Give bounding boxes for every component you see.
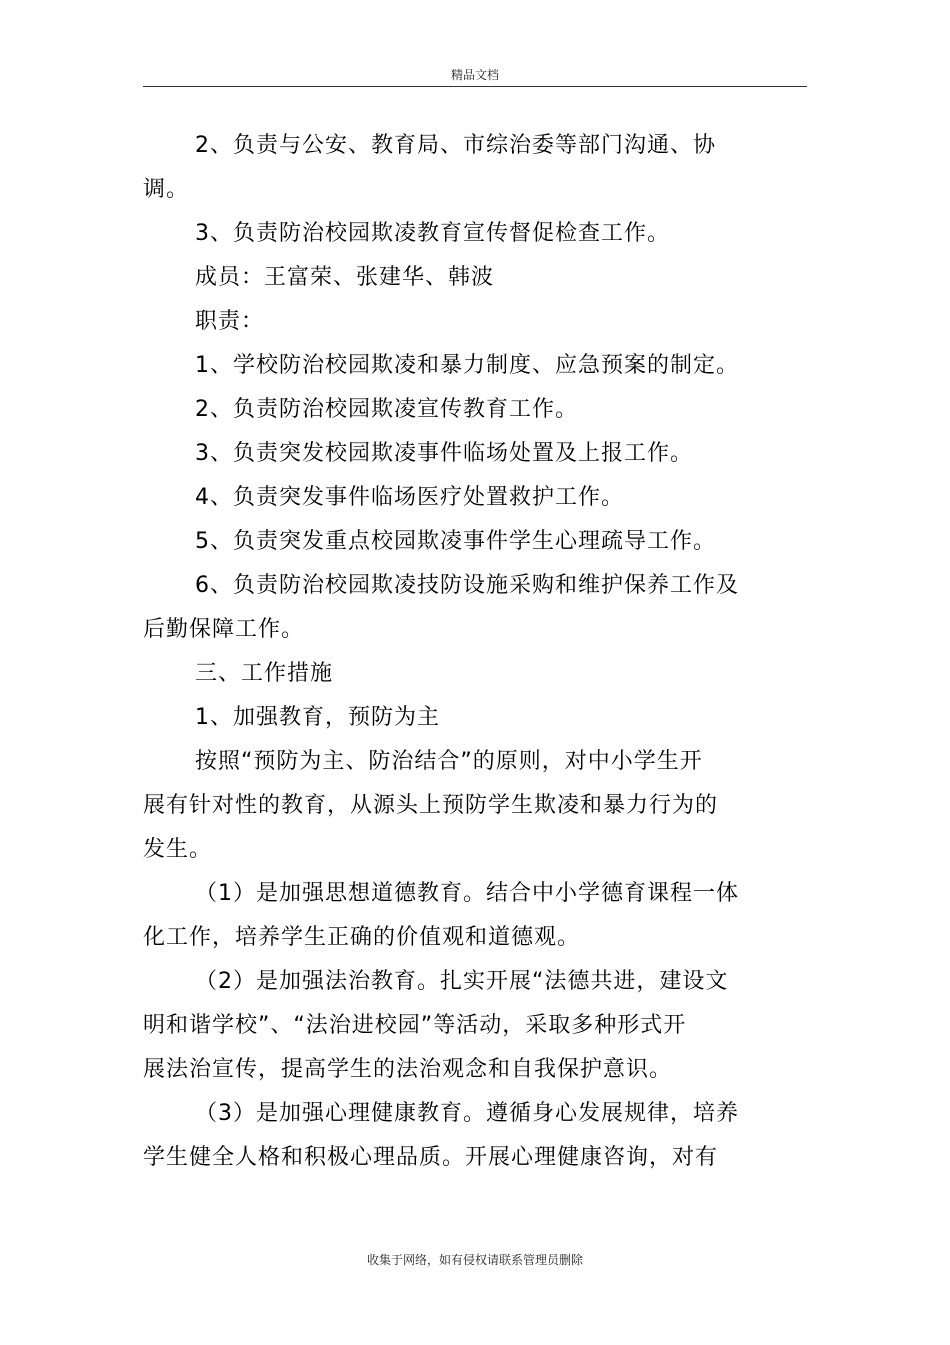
text-line: 成员：王富荣、张建华、韩波 [195, 265, 495, 290]
text-line: 6、负责防治校园欺凌技防设施采购和维护保养工作及 [195, 573, 739, 598]
text-line: 发生。 [143, 837, 213, 862]
page-footer: 收集于网络，如有侵权请联系管理员删除 [366, 1253, 583, 1267]
text-line: 后勤保障工作。 [143, 617, 305, 642]
page-header: 精品文档 [450, 68, 499, 82]
text-line: 1、学校防治校园欺凌和暴力制度、应急预案的制定。 [195, 353, 739, 378]
header-divider [143, 86, 807, 87]
text-line: 化工作，培养学生正确的价值观和道德观。 [143, 925, 581, 950]
text-line: 按照“预防为主、防治结合”的原则，对中小学生开 [195, 749, 703, 774]
text-line: 2、负责与公安、教育局、市综治委等部门沟通、协 [195, 133, 716, 158]
document-body [143, 124, 743, 1180]
text-line: 1、加强教育，预防为主 [195, 705, 440, 730]
text-line: 2、负责防治校园欺凌宣传教育工作。 [195, 397, 578, 422]
text-line: （3）是加强心理健康教育。遵循身心发展规律，培养 [195, 1101, 739, 1126]
text-line: （2）是加强法治教育。扎实开展“法德共进，建设文 [195, 969, 729, 994]
text-line: 调。 [143, 177, 190, 202]
text-line: （1）是加强思想道德教育。结合中小学德育课程一体 [195, 881, 739, 906]
text-line: 展法治宣传，提高学生的法治观念和自我保护意识。 [143, 1057, 673, 1082]
text-line: 展有针对性的教育，从源头上预防学生欺凌和暴力行为的 [143, 793, 719, 818]
text-line: 三、工作措施 [195, 661, 334, 686]
text-line: 学生健全人格和积极心理品质。开展心理健康咨询，对有 [143, 1145, 719, 1170]
text-line: 职责： [195, 309, 265, 334]
text-line: 4、负责突发事件临场医疗处置救护工作。 [195, 485, 624, 510]
text-line: 3、负责防治校园欺凌教育宣传督促检查工作。 [195, 221, 670, 246]
text-line: 明和谐学校”、“法治进校园”等活动，采取多种形式开 [143, 1013, 687, 1038]
text-line: 3、负责突发校园欺凌事件临场处置及上报工作。 [195, 441, 693, 466]
text-line: 5、负责突发重点校园欺凌事件学生心理疏导工作。 [195, 529, 716, 554]
